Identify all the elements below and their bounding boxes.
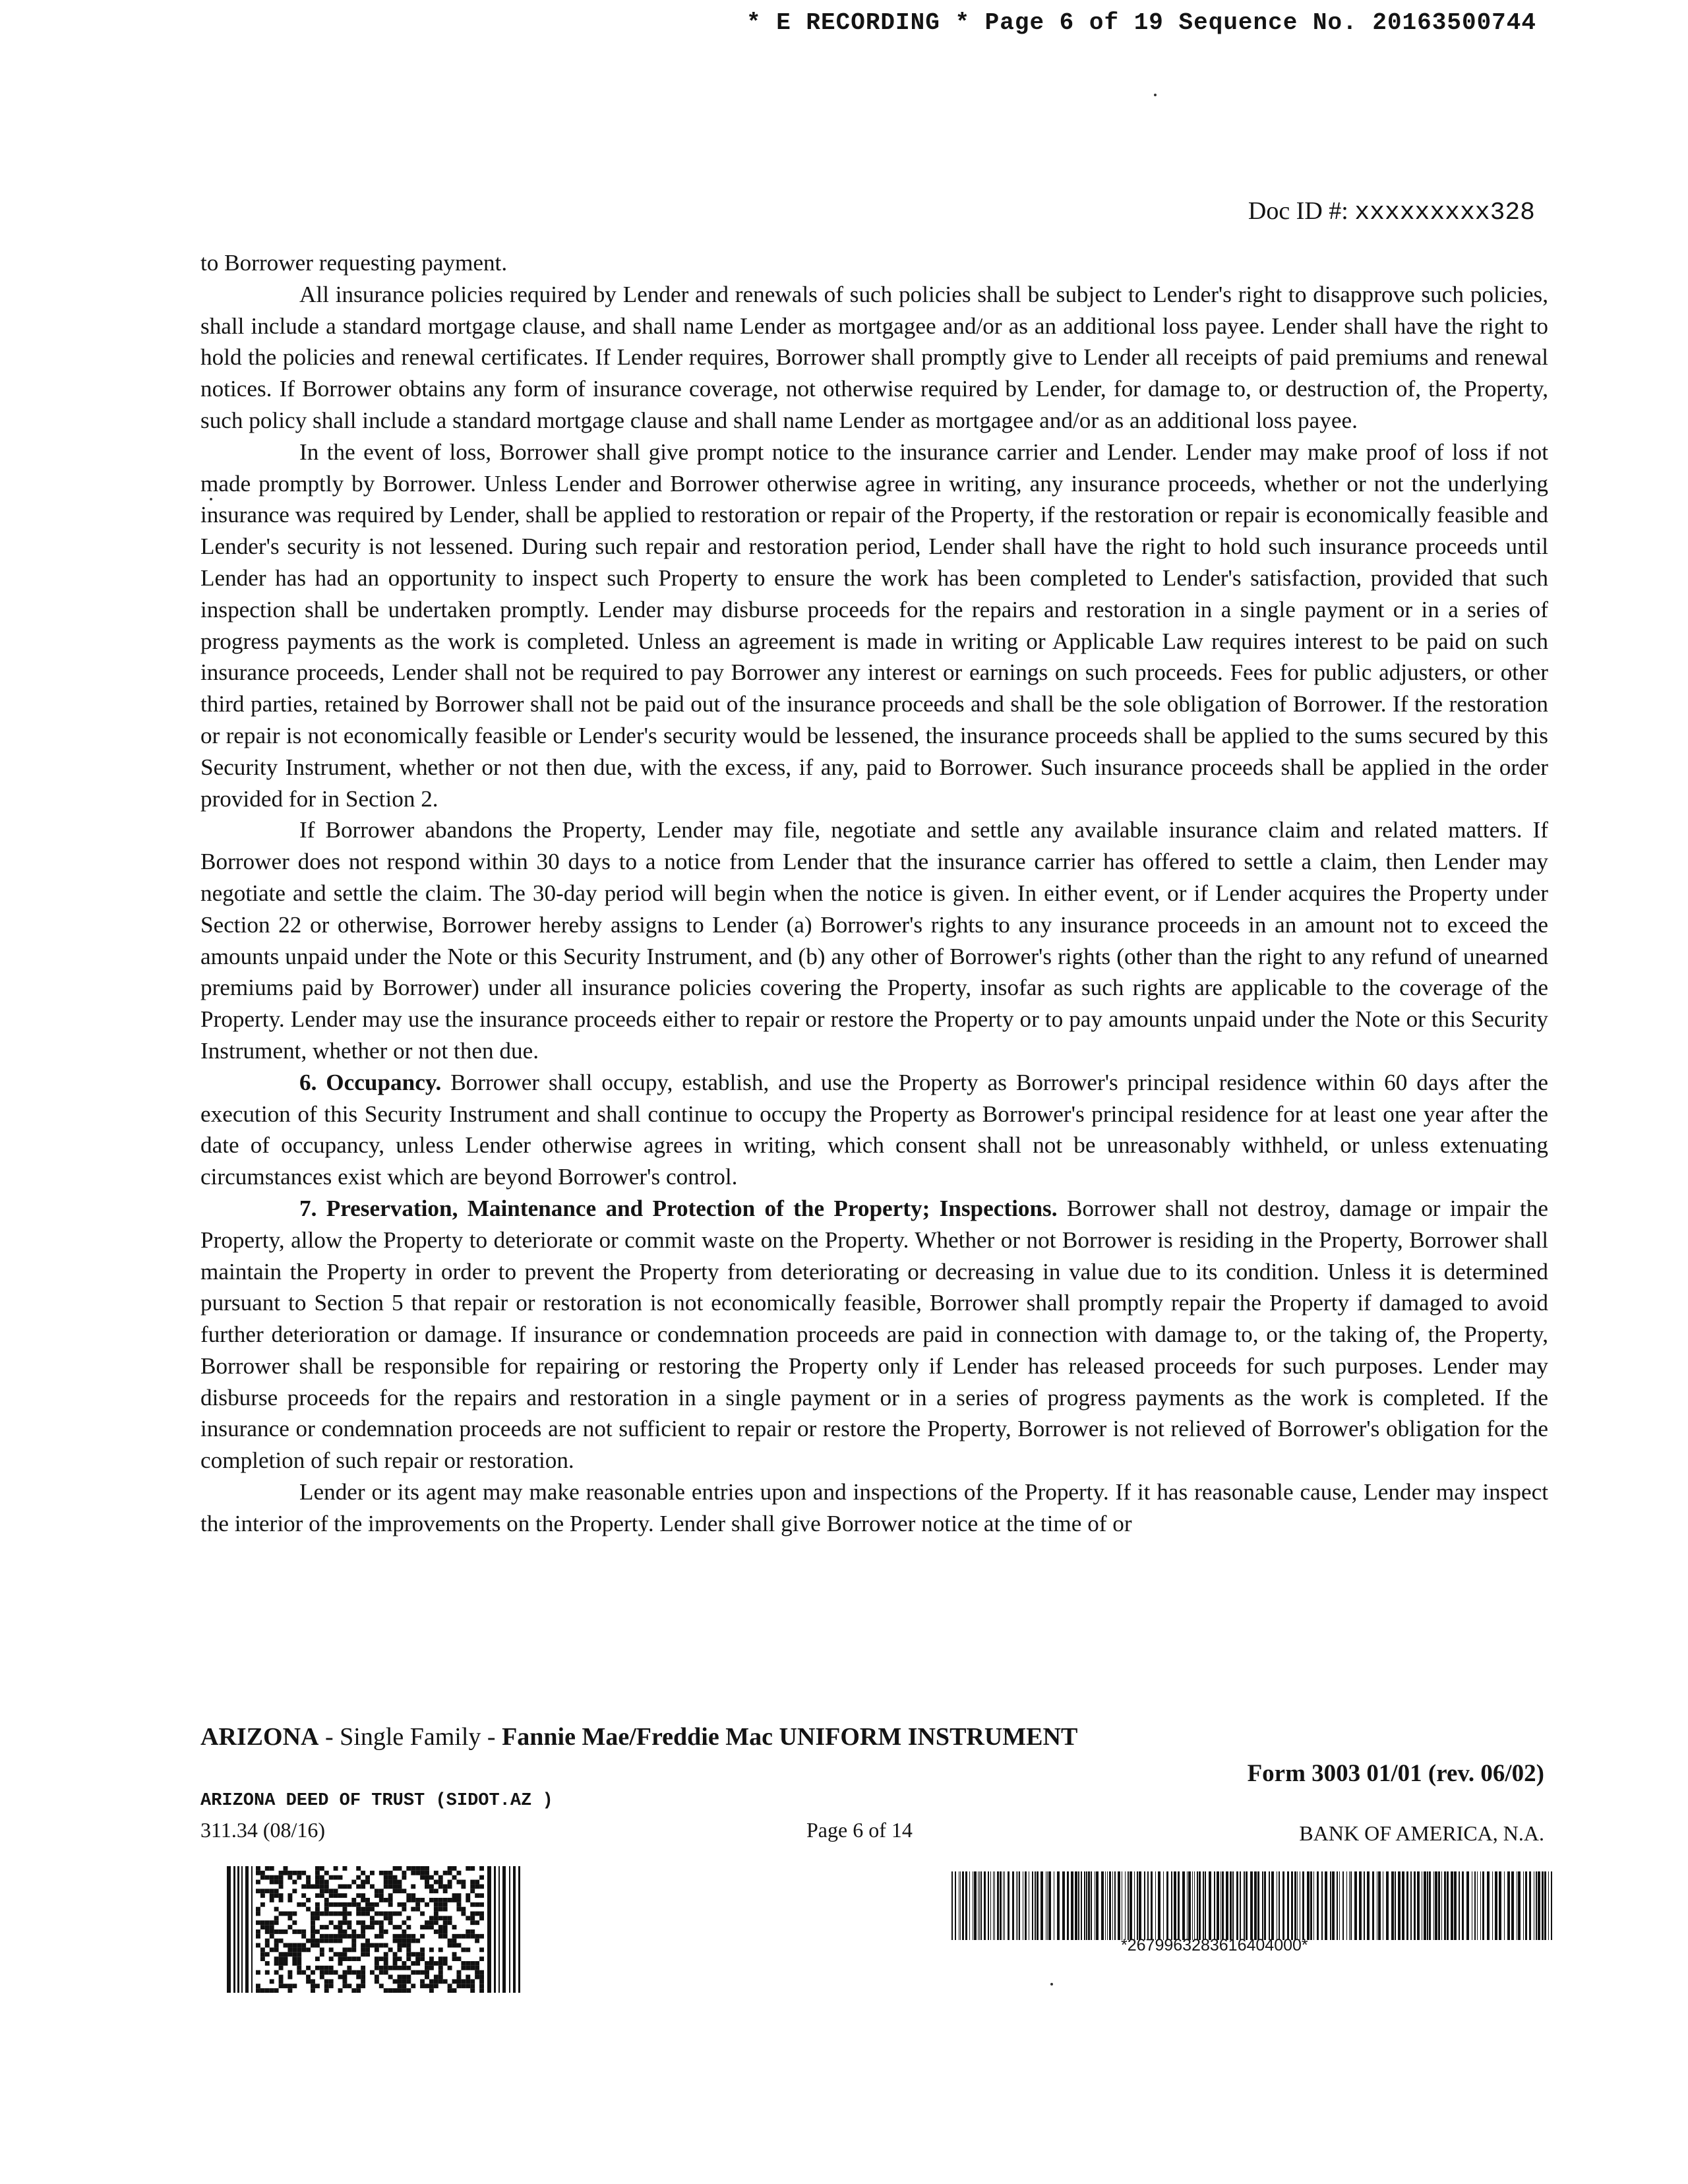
paragraph-loss: In the event of loss, Borrower shall give prompt notice to the insurance carrier and Lender. Lender may make proof of loss if not made promptly by Borrower. Unless Lender and Borrower otherwise agree in writing, any insurance proceeds, whether or not the underlying insurance was required by Lender, shall be applied to restoration or repair of the Property, if the restoration or repair is economically feasible and Lender's security is not lessened. During such repair and restoration period, Lender shall have the right to hold such insurance proceeds until Lender has had an opportunity to inspect such Property to ensure the work has been completed to Lender's satisfaction, provided that such inspection shall be undertaken promptly. Lender may disburse proceeds for the repairs and restoration in a single payment or in a series of progress payments as the work is completed. Unless an agreement is made in writing or Applicable Law requires interest to be paid on such insurance proceeds, Lender shall not be required to pay Borrower any interest or earnings on such proceeds. Fees for public adjusters, or other third parties, retained by Borrower shall not be paid out of the insurance proceeds and shall be the sole obligation of Borrower. If the restoration or repair is not economically feasible or Lender's security would be lessened, the insurance proceeds shall be applied to the sums secured by this Security Instrument, whether or not then due, with the excess, if any, paid to Borrower. Such insurance proceeds shall be applied in the order provided for in Section 2. bbox=[200, 439, 1548, 812]
document-body bbox=[200, 247, 1548, 1540]
recording-stamp: * E RECORDING * Page 6 of 19 Sequence No. 20163500744 bbox=[746, 9, 1536, 36]
form-number: Form 3003 01/01 (rev. 06/02) bbox=[1247, 1760, 1544, 1787]
form-version: 311.34 (08/16) bbox=[200, 1818, 326, 1842]
barcode-number: *2679963283616404000* bbox=[1121, 1936, 1308, 1955]
section-preservation bbox=[200, 1193, 1548, 1476]
footer-title bbox=[200, 1722, 1077, 1751]
occupancy-heading: 6. Occupancy. bbox=[299, 1069, 442, 1095]
scan-speck bbox=[1154, 94, 1157, 96]
paragraph-abandon: If Borrower abandons the Property, Lender may file, negotiate and settle any available insurance claim and related matters. If Borrower does not respond within 30 days to a notice from Lender that the insurance carrier has offered to settle a claim, then Lender may negotiate and settle the claim. The 30-day period will begin when the notice is given. In either event, or if Lender acquires the Property under Section 22 or otherwise, Borrower hereby assigns to Lender (a) Borrower's rights to any insurance proceeds in an amount not to exceed the amounts unpaid under the Note or this Security Instrument, and (b) any other of Borrower's rights (other than the right to any refund of unearned premiums paid by Borrower) under all insurance policies covering the Property, insofar as such rights are applicable to the coverage of the Property. Lender may use the insurance proceeds either to repair or restore the Property or to pay amounts unpaid under the Note or this Security Instrument, whether or not then due. bbox=[200, 817, 1548, 1064]
preservation-heading: 7. Preservation, Maintenance and Protection of the Property; Inspections. bbox=[299, 1195, 1058, 1221]
section-occupancy bbox=[200, 1067, 1548, 1193]
doc-id-value: xxxxxxxxx328 bbox=[1354, 198, 1535, 227]
footer-state: ARIZONA bbox=[200, 1723, 319, 1751]
doc-id bbox=[1248, 197, 1535, 227]
form-name: ARIZONA DEED OF TRUST (SIDOT.AZ ) bbox=[200, 1791, 553, 1811]
pdf417-barcode-icon bbox=[227, 1866, 522, 1993]
scan-speck bbox=[210, 498, 212, 501]
footer-instrument: Fannie Mae/Freddie Mac UNIFORM INSTRUMENT bbox=[502, 1723, 1078, 1751]
continuation-line: to Borrower requesting payment. bbox=[200, 250, 508, 276]
occupancy-text: Borrower shall occupy, establish, and use the Property as Borrower's principal residence within 60 days after the execution of this Security Instrument and shall continue to occupy the Property as Borrower's principal residence for at least one year after the date of occupancy, unless Lender otherwise agrees in writing, which consent shall not be unreasonably withheld, or unless extenuating circumstances exist which are beyond Borrower's control. bbox=[200, 1069, 1548, 1190]
page-number: Page 6 of 14 bbox=[806, 1818, 913, 1842]
doc-id-label: Doc ID #: bbox=[1248, 197, 1348, 225]
scan-speck bbox=[1050, 1983, 1053, 1986]
preservation-text: Borrower shall not destroy, damage or impair the Property, allow the Property to deteriorate or commit waste on the Property. Whether or not Borrower is residing in the Property, Borrower shall maintain the Property in order to prevent the Property from deteriorating or decreasing in value due to its condition. Unless it is determined pursuant to Section 5 that repair or restoration is not economically feasible, Borrower shall promptly repair the Property if damaged to avoid further deterioration or damage. If insurance or condemnation proceeds are paid in connection with damage to, or the taking of, the Property, Borrower shall be responsible for repairing or restoring the Property only if Lender has released proceeds for such purposes. Lender may disburse proceeds for the repairs and restoration in a single payment or in a series of progress payments as the work is completed. If the insurance or condemnation proceeds are not sufficient to repair or restore the Property, Borrower is not relieved of Borrower's obligation for the completion of such repair or restoration. bbox=[200, 1195, 1548, 1474]
footer-separator: - Single Family - bbox=[318, 1723, 502, 1751]
lender-name: BANK OF AMERICA, N.A. bbox=[1299, 1821, 1544, 1845]
paragraph-policies: All insurance policies required by Lender and renewals of such policies shall be subject to Lender's right to disapprove such policies, shall include a standard mortgage clause, and shall name Lender as mortgagee and/or as an additional loss payee. Lender shall have the right to hold the policies and renewal certificates. If Lender requires, Borrower shall promptly give to Lender all receipts of paid premiums and renewal notices. If Borrower obtains any form of insurance coverage, not otherwise required by Lender, for damage to, or destruction of, the Property, such policy shall include a standard mortgage clause and shall name Lender as mortgagee and/or as an additional loss payee. bbox=[200, 281, 1548, 433]
paragraph-inspection: Lender or its agent may make reasonable entries upon and inspections of the Property. If it has reasonable cause, Lender may inspect the interior of the improvements on the Property. Lender shall give Borrower notice at the time of or bbox=[200, 1479, 1548, 1536]
linear-barcode-icon bbox=[951, 1871, 1555, 1940]
